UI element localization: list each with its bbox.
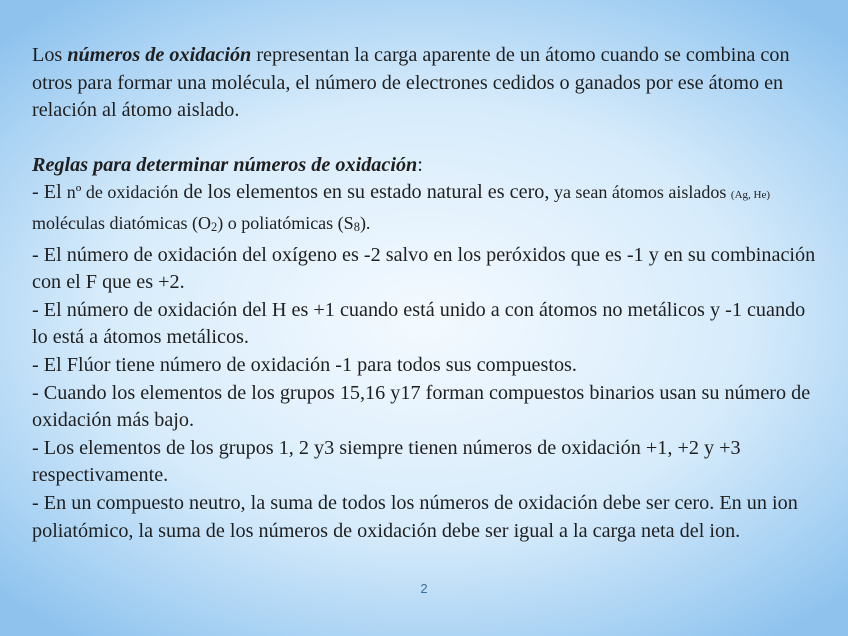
rule1-f: moléculas diatómicas (O	[32, 212, 211, 233]
rule1-g: 2	[210, 219, 218, 234]
rule1-e: (Ag, He)	[730, 189, 771, 202]
rule-item-2: - El número de oxidación del oxígeno es -2 salvo en los peróxidos que es -1 y en su combinación con el F que es +2.	[32, 243, 816, 294]
page-number: 2	[420, 581, 428, 596]
intro-lead: Los	[32, 44, 68, 66]
intro-paragraph	[32, 42, 824, 125]
rule-item-7: - En un compuesto neutro, la suma de todos los números de oxidación debe ser cero. En un ion poliatómico, la suma de los números de oxidación debe ser igual a la carga neta del ion.	[32, 491, 798, 542]
intro-term: números de oxidación	[67, 44, 252, 66]
rule-item-1	[32, 179, 824, 241]
rule-item-4: - El Flúor tiene número de oxidación -1 para todos sus compuestos.	[32, 353, 577, 376]
rule1-d: ya sean átomos aislados	[549, 182, 731, 203]
rules-heading	[32, 152, 824, 180]
rules-heading-colon: :	[417, 153, 423, 176]
rule1-b: nº de oxidación	[66, 182, 179, 203]
rule-item-3: - El número de oxidación del H es +1 cuando está unido a con átomos no metálicos y -1 cuando lo está a átomos metálicos.	[32, 298, 806, 349]
rule1-h: ) o poliatómicas (S	[217, 212, 354, 233]
intro-text: representan la carga aparente de un átomo cuando se combina con otros para formar una molécula, el número de electrones cedidos o ganados por ese átomo en relación al átomo aislado.	[32, 44, 790, 122]
slide-content	[32, 42, 824, 545]
rule1-i: 8	[353, 219, 360, 234]
rule1-j: ).	[359, 212, 371, 233]
rule-item-6: - Los elementos de los grupos 1, 2 y3 siempre tienen números de oxidación +1, +2 y +3 respectivamente.	[32, 436, 741, 487]
rule1-a: - El	[32, 181, 67, 204]
rule1-c: de los elementos en su estado natural es cero,	[178, 181, 550, 204]
rules-heading-title: Reglas para determinar números de oxidación	[32, 153, 418, 176]
rule-item-5: - Cuando los elementos de los grupos 15,16 y17 forman compuestos binarios usan su número de oxidación más bajo.	[32, 381, 811, 432]
